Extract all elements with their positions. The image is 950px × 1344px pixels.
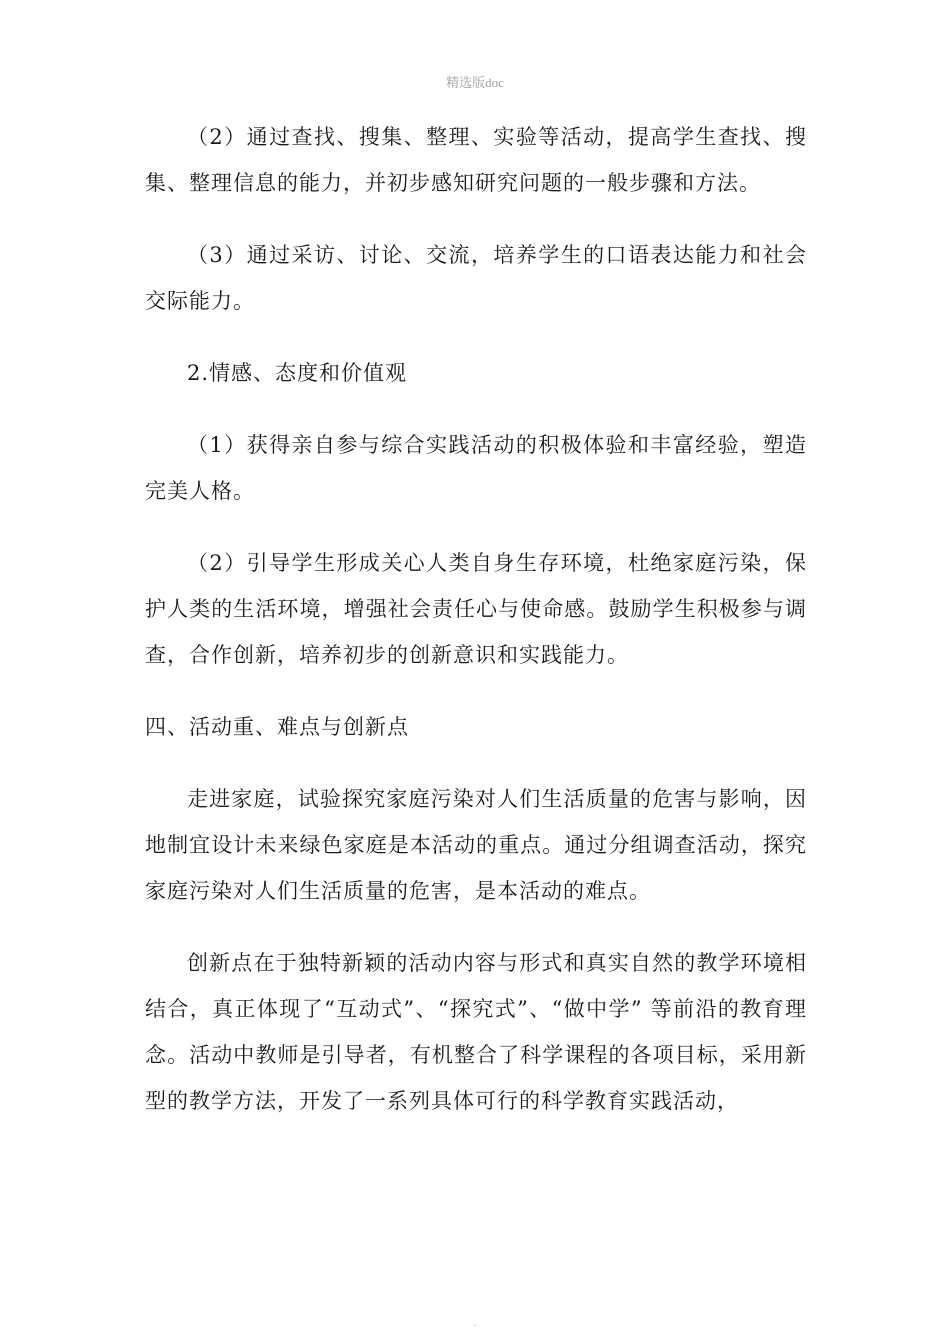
paragraph-emotion-1: （1）获得亲自参与综合实践活动的积极体验和丰富经验，塑造完美人格。: [145, 433, 807, 503]
paragraph-key-points: 走进家庭，试验探究家庭污染对人们生活质量的危害与影响，因地制宜设计未来绿色家庭是本活动的重点。通过分组调查活动，探究家庭污染对人们生活质量的危害，是本活动的难点。: [145, 787, 807, 903]
section-heading-key-points: 四、活动重、难点与创新点: [145, 715, 409, 739]
document-body: [145, 114, 807, 1150]
paragraph-innovation: 创新点在于独特新颖的活动内容与形式和真实自然的教学环境相结合，真正体现了“互动式”、“探究式”、“做中学” 等前沿的教育理念。活动中教师是引导者，有机整合了科学课程的各项目标，采用新型的教学方法，开发了一系列具体可行的科学教育实践活动，: [145, 951, 807, 1113]
paragraph-skill-2: （2）通过查找、搜集、整理、实验等活动，提高学生查找、搜集、整理信息的能力，并初步感知研究问题的一般步骤和方法。: [145, 125, 807, 195]
paragraph-emotion-2: （2）引导学生形成关心人类自身生存环境，杜绝家庭污染，保护人类的生活环境，增强社会责任心与使命感。鼓励学生积极参与调查，合作创新，培养初步的创新意识和实践能力。: [145, 551, 807, 667]
page-header: 精选版doc: [446, 75, 504, 90]
page-footer-mark: .: [473, 1318, 477, 1329]
paragraph-skill-3: （3）通过采访、讨论、交流，培养学生的口语表达能力和社会交际能力。: [145, 243, 807, 313]
section-heading-emotion: 2.情感、态度和价值观: [187, 361, 408, 385]
